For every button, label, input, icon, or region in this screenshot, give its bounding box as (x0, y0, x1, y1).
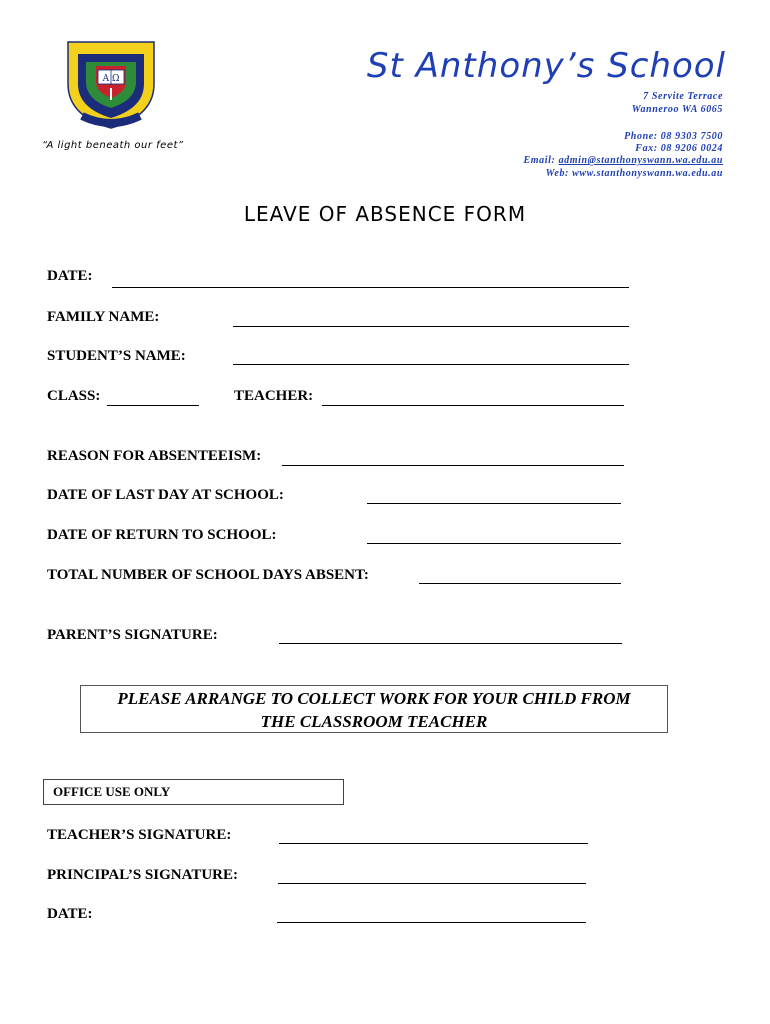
notice-line-2: THE CLASSROOM TEACHER (260, 712, 488, 731)
last-day-field[interactable] (367, 503, 621, 504)
school-motto: “A light beneath our feet” (42, 140, 184, 151)
teacher-signature-label: TEACHER’S SIGNATURE: (47, 827, 232, 843)
school-crest-logo (62, 36, 160, 132)
form-title: LEAVE OF ABSENCE FORM (243, 202, 527, 226)
principal-signature-label: PRINCIPAL’S SIGNATURE: (47, 867, 239, 883)
total-days-field[interactable] (419, 583, 621, 584)
reason-label: REASON FOR ABSENTEEISM: (47, 448, 262, 464)
student-name-field[interactable] (233, 364, 629, 365)
office-use-heading: OFFICE USE ONLY (43, 779, 344, 805)
teacher-label: TEACHER: (234, 388, 314, 404)
collect-work-notice (80, 685, 668, 733)
class-field[interactable] (107, 405, 199, 406)
email-line (524, 155, 723, 166)
class-label: CLASS: (47, 388, 101, 404)
teacher-field[interactable] (322, 405, 624, 406)
address-line-1: 7 Servite Terrace (643, 91, 723, 102)
address-line-2: Wanneroo WA 6065 (631, 104, 723, 115)
svg-text:A Ω: A Ω (102, 74, 120, 84)
reason-field[interactable] (282, 465, 624, 466)
website-link[interactable]: Web: www.stanthonyswann.wa.edu.au (545, 168, 723, 179)
email-label: Email: (523, 155, 559, 166)
total-days-label: TOTAL NUMBER OF SCHOOL DAYS ABSENT: (47, 567, 369, 583)
date-field[interactable] (112, 287, 629, 288)
family-name-field[interactable] (233, 326, 629, 327)
phone-number: Phone: 08 9303 7500 (624, 131, 723, 142)
parent-signature-field[interactable] (279, 643, 622, 644)
student-name-label: STUDENT’S NAME: (47, 348, 186, 364)
office-date-label: DATE: (47, 906, 93, 922)
notice-line-1: PLEASE ARRANGE TO COLLECT WORK FOR YOUR CHILD FROM (117, 689, 631, 708)
email-link[interactable]: admin@stanthonyswann.wa.edu.au (558, 155, 723, 166)
date-label: DATE: (47, 268, 93, 284)
office-date-field[interactable] (277, 922, 586, 923)
parent-signature-label: PARENT’S SIGNATURE: (47, 627, 218, 643)
principal-signature-field[interactable] (278, 883, 586, 884)
return-date-field[interactable] (367, 543, 621, 544)
school-name: St Anthony’s School (366, 46, 726, 86)
fax-number: Fax: 08 9206 0024 (635, 143, 723, 154)
return-date-label: DATE OF RETURN TO SCHOOL: (47, 527, 277, 543)
last-day-label: DATE OF LAST DAY AT SCHOOL: (47, 487, 284, 503)
teacher-signature-field[interactable] (279, 843, 588, 844)
family-name-label: FAMILY NAME: (47, 309, 160, 325)
